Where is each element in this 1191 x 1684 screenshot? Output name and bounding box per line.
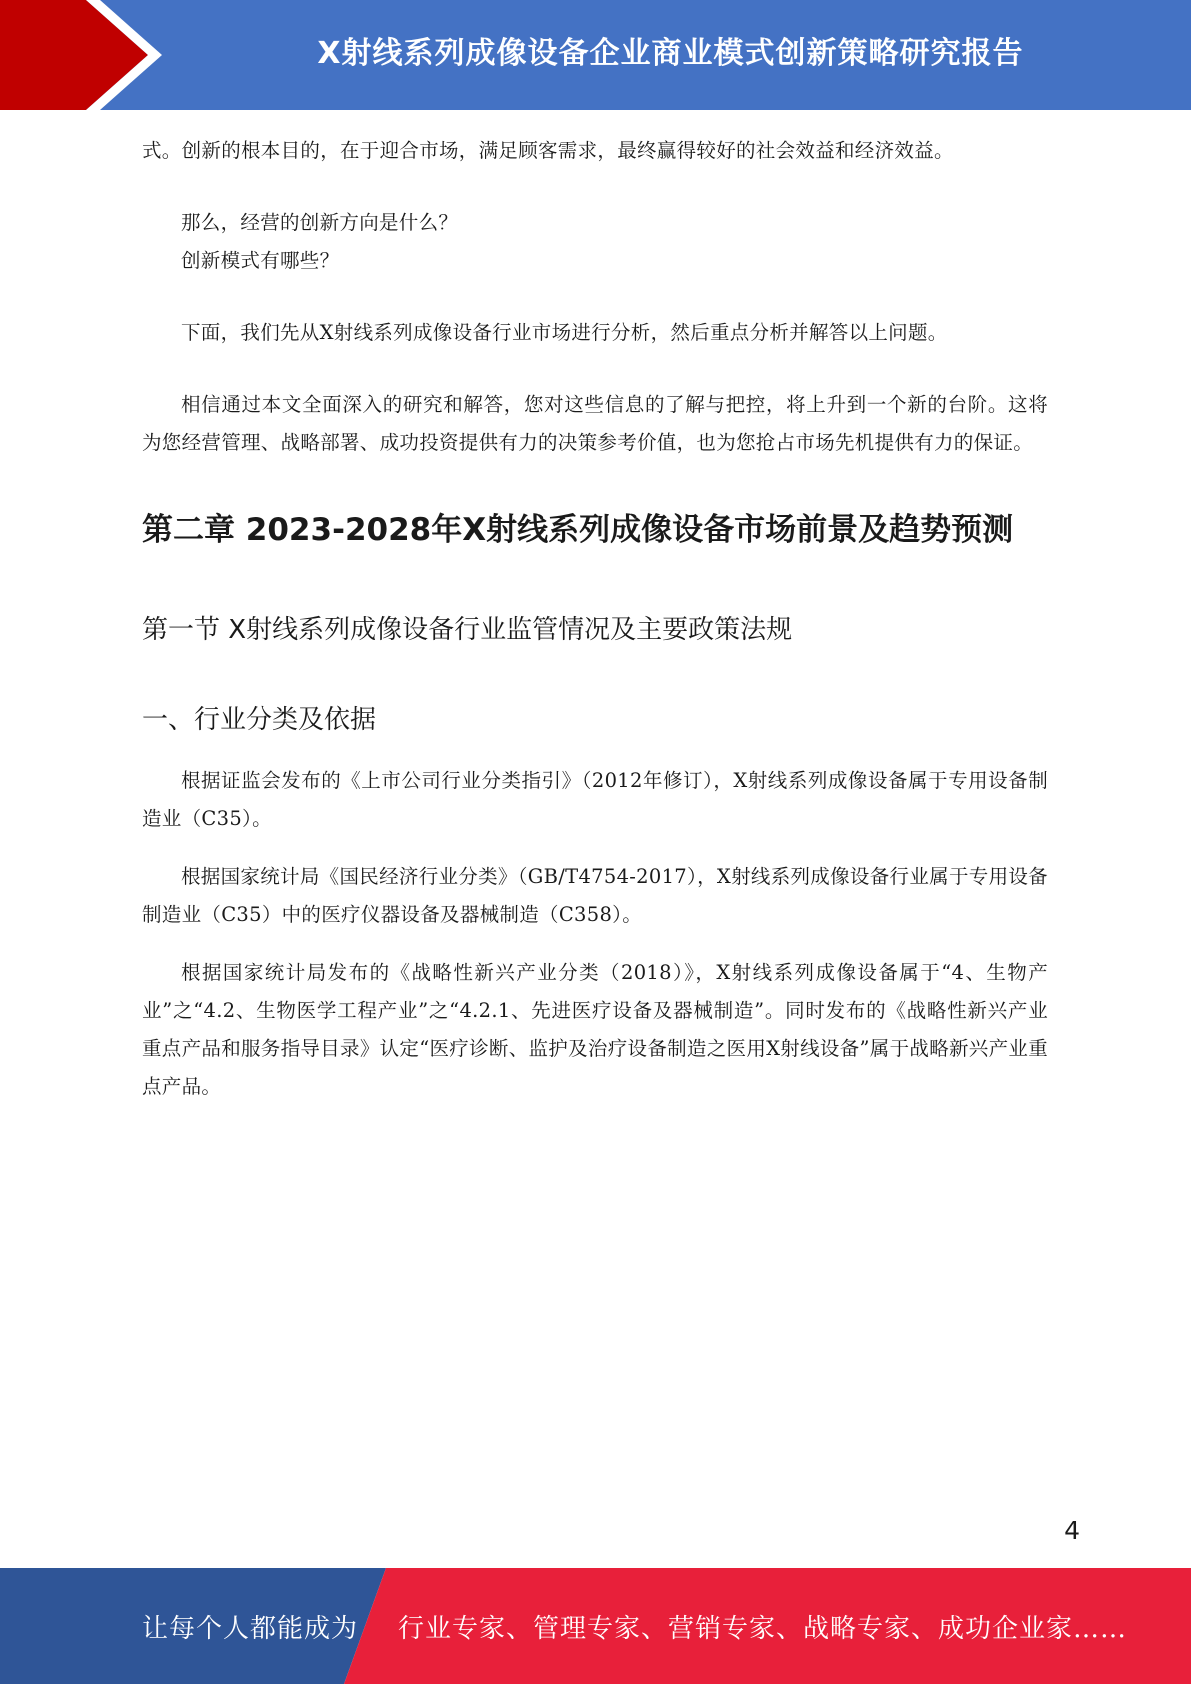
paragraph-strategic-classification: 根据国家统计局发布的《战略性新兴产业分类（2018）》，X射线系列成像设备属于“4、生物产业”之“4.2、生物医学工程产业”之“4.2.1、先进医疗设备及器械制造”。同时发布的《战略性新兴产业重点产品和服务指导目录》认定“医疗诊断、监护及治疗设备制造之医用X射线设备”属于战略新兴产业重点产品。	[142, 961, 1048, 1098]
paragraph-csrc-classification: 根据证监会发布的《上市公司行业分类指引》（2012年修订），X射线系列成像设备属于专用设备制造业（C35）。	[142, 769, 1048, 830]
paragraph-next: 下面，我们先从X射线系列成像设备行业市场进行分析，然后重点分析并解答以上问题。	[181, 321, 948, 344]
subsection-title: 一、行业分类及依据	[142, 705, 377, 735]
document-body	[142, 132, 1048, 1106]
footer-slogan-left: 让每个人都能成为	[142, 1613, 359, 1644]
question-direction: 那么，经营的创新方向是什么？	[181, 211, 459, 234]
chapter-title: 第二章 2023-2028年X射线系列成像设备市场前景及趋势预测	[142, 512, 1014, 548]
paragraph-intro: 式。创新的根本目的，在于迎合市场，满足顾客需求，最终赢得较好的社会效益和经济效益。	[142, 139, 954, 162]
section-title: 第一节 X射线系列成像设备行业监管情况及主要政策法规	[142, 615, 793, 645]
paragraph-nbs-classification: 根据国家统计局《国民经济行业分类》（GB/T4754-2017），X射线系列成像设备行业属于专用设备制造业（C35）中的医疗仪器设备及器械制造（C358）。	[142, 865, 1048, 926]
footer-banner	[0, 1568, 1191, 1684]
footer-slogan-right: 行业专家、管理专家、营销专家、战略专家、成功企业家……	[398, 1613, 1128, 1644]
header-banner	[0, 0, 1191, 110]
page-number: 4	[1064, 1516, 1080, 1545]
report-title: X射线系列成像设备企业商业模式创新策略研究报告	[317, 36, 1024, 71]
paragraph-believe: 相信通过本文全面深入的研究和解答，您对这些信息的了解与把控，将上升到一个新的台阶。这将为您经营管理、战略部署、成功投资提供有力的决策参考价值，也为您抢占市场先机提供有力的保证。	[142, 393, 1048, 454]
question-modes: 创新模式有哪些？	[181, 249, 340, 272]
